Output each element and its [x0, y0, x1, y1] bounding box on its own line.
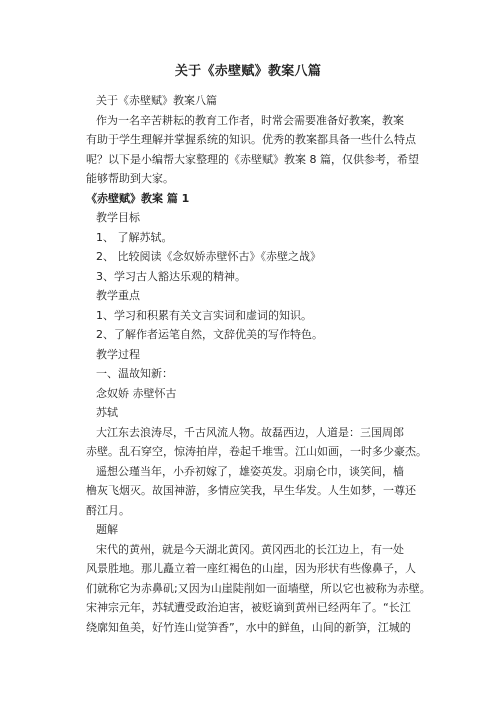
text-line: 赤壁。乱石穿空，惊涛拍岸，卷起千堆雪。江山如画，一时多少豪杰。	[86, 445, 427, 458]
section-heading: 《赤壁赋》教案 篇 1	[86, 191, 190, 205]
text-line: 关于《赤壁赋》教案八篇	[96, 94, 217, 107]
text-line: 作为一名辛苦耕耘的教育工作者，时常会需要准备好教案，教案	[96, 113, 404, 127]
text-line: 绕廓知鱼美，好竹连山觉笋香”，水中的鲜鱼，山间的新笋，江城的	[86, 620, 411, 634]
text-line: 遥想公瑾当年，小乔初嫁了，雄姿英发。羽扇仑巾，谈笑间，樯	[96, 464, 404, 478]
text-line: 2、了解作者运笔自然，文辞优美的写作特色。	[96, 328, 323, 341]
page-title: 关于《赤壁赋》教案八篇	[174, 64, 322, 79]
text-line: 呢？以下是小编帮大家整理的《赤壁赋》教案 8 篇，仅供参考，希望	[86, 152, 419, 166]
text-line: 们就称它为赤鼻矶;又因为山崖陡削如一面墙壁，所以它也被称为赤壁。	[86, 581, 431, 595]
text-line: 题解	[96, 523, 118, 536]
text-line: 宋神宗元年，苏轼遭受政治迫害，被贬谪到黄州已经两年了。“长江	[86, 601, 411, 614]
document-body	[86, 91, 431, 637]
text-line: 教学重点	[96, 289, 140, 302]
text-line: 橹灰飞烟灭。故国神游，多情应笑我，早生华发。人生如梦，一尊还	[86, 484, 416, 497]
text-line: 教学过程	[96, 347, 140, 361]
text-line: 念奴娇 赤壁怀古	[96, 386, 177, 400]
text-line: 2、 比较阅读《念奴娇赤壁怀古》《赤壁之战》	[96, 250, 321, 263]
text-line: 教学目标	[96, 211, 140, 224]
text-line: 有助于学生理解并掌握系统的知识。优秀的教案都具备一些什么特点	[86, 133, 416, 146]
text-line: 酹江月。	[86, 503, 130, 517]
text-line: 一、温故知新：	[96, 367, 173, 380]
text-line: 苏轼	[96, 406, 118, 419]
text-line: 宋代的黄州，就是今天湖北黄冈。黄冈西北的长江边上，有一处	[96, 542, 404, 556]
text-line: 大江东去浪涛尽，千古风流人物。故磊西边，人道是：三国周郎	[96, 425, 404, 439]
text-line: 1、学习和积累有关文言实词和虚词的知识。	[96, 308, 312, 322]
text-line: 1、 了解苏轼。	[96, 230, 173, 244]
text-line: 3、学习古人豁达乐观的精神。	[96, 269, 246, 283]
text-line: 风景胜地。那儿矗立着一座红褐色的山崖，因为形状有些像鼻子，人	[86, 562, 416, 575]
text-line: 能够帮助到大家。	[86, 172, 174, 185]
